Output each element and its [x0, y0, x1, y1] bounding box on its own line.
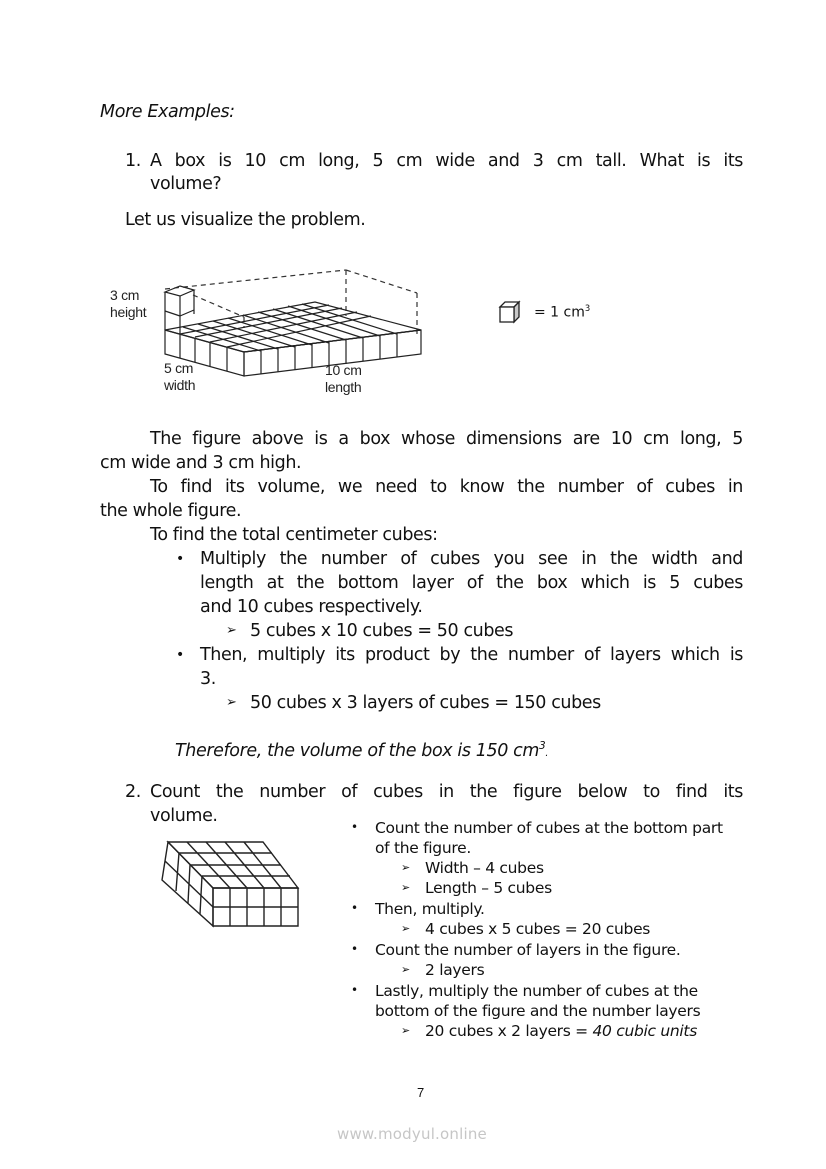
bullet2-line1: Then, multiply its product by the number of layers which is [200, 645, 743, 665]
step3-line1: Count the number of layers in the figure. [375, 941, 681, 959]
step4-sub1 [425, 1022, 697, 1040]
example-1-question-line1: A box is 10 cm long, 5 cm wide and 3 cm tall. What is its [150, 151, 743, 171]
bullet-icon: • [351, 942, 359, 956]
length-caption: length [325, 379, 362, 395]
para2-line1: To find its volume, we need to know the number of cubes in [150, 477, 743, 497]
step1-sub2: Length – 5 cubes [425, 879, 552, 897]
width-label [164, 360, 195, 394]
step4-line2: bottom of the figure and the number layers [375, 1002, 701, 1020]
para3: To find the total centimeter cubes: [150, 525, 438, 545]
bullet2-line2: 3. [200, 669, 216, 689]
height-value: 3 cm [110, 287, 140, 303]
length-label [325, 362, 362, 396]
arrow-bullet-icon: ➢ [226, 623, 237, 638]
watermark: www.modyul.online [337, 1125, 487, 1143]
arrow-bullet-icon: ➢ [401, 922, 411, 935]
visualize-text: Let us visualize the problem. [125, 210, 366, 230]
para2-line2: the whole figure. [100, 501, 242, 521]
step4-sub-prefix: 20 cubes x 2 layers = [425, 1022, 593, 1040]
step2-sub1: 4 cubes x 5 cubes = 20 cubes [425, 920, 651, 938]
arrow-bullet-icon: ➢ [401, 881, 411, 894]
arrow-bullet-icon: ➢ [401, 861, 411, 874]
length-value: 10 cm [325, 362, 362, 378]
arrow-bullet-icon: ➢ [401, 1024, 411, 1037]
unit-cube-icon [498, 300, 522, 324]
step1-line2: of the figure. [375, 839, 471, 857]
para1-line1: The figure above is a box whose dimensions are 10 cm long, 5 [150, 429, 743, 449]
example-1-question-line2: volume? [150, 174, 222, 194]
width-caption: width [164, 377, 196, 393]
para1-line2: cm wide and 3 cm high. [100, 453, 302, 473]
bullet-icon: • [351, 901, 359, 915]
section-heading: More Examples: [100, 102, 235, 122]
cube-grid-illustration [105, 262, 425, 402]
arrow-bullet-icon: ➢ [401, 963, 411, 976]
conclusion [175, 740, 548, 761]
bullet1-line3: and 10 cubes respectively. [200, 597, 423, 617]
height-label [110, 287, 146, 321]
legend-exponent: 3 [584, 303, 591, 313]
step1-line1: Count the number of cubes at the bottom part [375, 819, 723, 837]
bullet1-line1: Multiply the number of cubes you see in the width and [200, 549, 743, 569]
step4-sub-result: 40 cubic units [592, 1022, 697, 1040]
box-figure-10x5x3 [105, 262, 425, 402]
arrow-bullet-icon: ➢ [226, 695, 237, 710]
example-2-number: 2. [125, 782, 141, 802]
bullet-icon: • [176, 647, 185, 663]
conclusion-exponent: 3 [538, 740, 546, 752]
bullet-icon: • [351, 820, 359, 834]
conclusion-period: . [545, 747, 549, 759]
example-2-question-line1: Count the number of cubes in the figure below to find its [150, 782, 743, 802]
step3-sub1: 2 layers [425, 961, 485, 979]
conclusion-text: Therefore, the volume of the box is 150 cm [175, 740, 539, 761]
step1-sub1: Width – 4 cubes [425, 859, 544, 877]
step4-line1: Lastly, multiply the number of cubes at the [375, 982, 698, 1000]
cube-block-figure-4x5x2 [158, 838, 303, 933]
bullet1-line2: length at the bottom layer of the box which is 5 cubes [200, 573, 743, 593]
example-1-number: 1. [125, 151, 141, 171]
step2-line1: Then, multiply. [375, 900, 485, 918]
bullet1-sub: 5 cubes x 10 cubes = 50 cubes [250, 621, 514, 641]
bullet-icon: • [351, 983, 359, 997]
example-2-question-line2: volume. [150, 806, 218, 826]
legend-text: = 1 cm [534, 304, 585, 321]
page-number: 7 [417, 1085, 425, 1100]
unit-cube-legend [534, 303, 590, 321]
width-value: 5 cm [164, 360, 194, 376]
height-caption: height [110, 304, 147, 320]
bullet-icon: • [176, 551, 185, 567]
bullet2-sub: 50 cubes x 3 layers of cubes = 150 cubes [250, 693, 601, 713]
